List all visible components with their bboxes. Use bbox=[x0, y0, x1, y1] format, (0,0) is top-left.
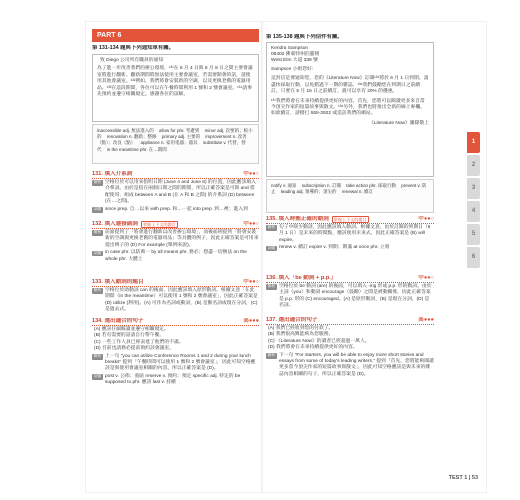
vocab-entry: renovation n. 翻新；整修 bbox=[106, 134, 157, 140]
question-header bbox=[92, 318, 259, 326]
analysis-label: 解析 bbox=[93, 230, 102, 235]
side-tab-test-3[interactable]: 3 bbox=[467, 178, 480, 199]
question-header bbox=[266, 317, 434, 325]
analysis-text: 空格位於助動詞 can 的後面，因此應該填入原形動詞。根據文意「在此期間（in the meantime）可以使用 1 號和 2 號會議室」，因此正確答案是 (D) utilize (利用)。(A) 可作為名詞或動詞，(B) 是動名詞或現在分詞，(C) 是過去式。 bbox=[105, 288, 258, 313]
analysis-text: 上一句 "you can utilize Conference Rooms 1 and 2 during your lunch breaks" 提到「午餐時間可以使用 1 號和 2 號會議室」，因此可知空格應該是與使用會議室相關的內容，所以正確答案是 (D)。 bbox=[105, 353, 256, 372]
analysis-label: 解析 bbox=[267, 353, 276, 358]
question-131 bbox=[92, 171, 259, 219]
analysis-label: 解析 bbox=[267, 284, 276, 289]
notice-body: 為了進一步改善我們的辦公環境，¹³¹在 6 月 4 日與 6 月 8 日之間主要會議室將進行翻新。翻新期間將無法使用主要會議室，若需要開會的話，請使用其他會議室。¹³²例如，我們將會安裝新的空調，以及更換老舊的電器用品。¹³³在這段期間，各位可以在午餐時間利用 1 號和 2 號會議室。¹³⁴請事先預約並遵守相關規定。感謝各位的諒解。 bbox=[97, 66, 253, 98]
vocab-entry: renewal n. 續訂 bbox=[341, 189, 373, 195]
analysis-text: 空格位於可以用來指明日期 (June 4 and June 8) 的位置，因此應該填入介系詞。由於是指在兩個日期之間的期間，所以正確答案是可與 and 搭配使用、組成 between A and B (在 A 和 B 之間) 的介系詞 (D) between (在…之間)。 bbox=[105, 180, 256, 205]
question-title: 136. 填入「be 動詞 + p.p.」 bbox=[266, 275, 337, 281]
question-132 bbox=[92, 221, 259, 276]
right-page bbox=[266, 28, 434, 468]
question-header bbox=[266, 216, 434, 224]
vocab-label: 詞彙 bbox=[93, 250, 102, 255]
answer-option: (A) 應該仔細閱讀並遵守相關規定。 bbox=[94, 327, 169, 332]
question-135 bbox=[266, 216, 434, 272]
letter-paragraph: ¹³⁷我們將會在未來持續提供更好的內容。首先，您將可以閱讀更多來自當今頂尖作家的短篇故事與散文。¹³⁸另外，我們也將推出全新的線上專欄。如欲續訂，請撥打 555-3922 或造訪我們的網站。 bbox=[271, 98, 425, 117]
vocab-row bbox=[92, 207, 259, 213]
vocab-entry: leading adj. 領導的；頂尖的 bbox=[280, 189, 337, 195]
vocab-entry: substitute v. 代替，替代 bbox=[97, 140, 246, 152]
difficulty-level: 高●●● bbox=[243, 318, 259, 324]
side-tab-test-1[interactable]: 1 bbox=[467, 132, 480, 153]
question-header bbox=[92, 221, 259, 229]
difficulty-level: 中●●○ bbox=[243, 279, 259, 285]
question-tag: 掌握上下文的題目 bbox=[143, 222, 176, 227]
question-137 bbox=[266, 317, 434, 422]
address-line: West Elm 大道 338 號 bbox=[271, 58, 318, 63]
analysis-label: 解析 bbox=[93, 288, 102, 293]
letter-signature: 《Literature Now》團隊敬上 bbox=[369, 120, 429, 126]
vocabulary-box bbox=[266, 179, 434, 213]
side-tab-test-6[interactable]: 6 bbox=[467, 247, 480, 268]
difficulty-level: 高●●● bbox=[418, 317, 434, 323]
notice-box bbox=[92, 54, 259, 122]
vocab-label: 詞彙 bbox=[93, 374, 102, 379]
passage-heading: 第 131-134 題與下列通知單有關。 bbox=[92, 45, 175, 51]
vocab-text: post v. 公佈；張貼 reserve v. 預約；預定 specific adj. 特定的 be supposed to phr. 應該 last v. 持續 bbox=[105, 373, 241, 386]
letter-greeting: Sampson 小姐您好： bbox=[271, 67, 317, 72]
book-gutter bbox=[261, 22, 264, 492]
vocab-entry: take action phr. 採取行動 bbox=[346, 183, 397, 188]
analysis-text: 下一句 "For starters, you will be able to enjoy more short stories and essays from some of today's leading writers." 提到「首先，您將能夠閱讀更多當今頂尖作家的短篇故事與散文」，因此可知空格應該是與未來的雜誌內容相關的句子，所以正確答案是 (D)。 bbox=[279, 352, 434, 377]
part-label: PART 6 bbox=[92, 29, 259, 42]
vocab-entry: inaccessible adj. 無法進入的 bbox=[97, 128, 154, 133]
analysis-text: 空格位於 be 動詞 (are) 的後面，可以填入 -ing 形或 p.p. 形的動詞。由於主詞（you）和動詞 encourage（鼓勵）之間是被動關係，因此正確答案是 p.p. 形的 (C) encouraged。(A) 是原形動詞，(B) 是現在分詞，(D) 是名詞。 bbox=[279, 284, 432, 309]
question-136 bbox=[266, 275, 434, 315]
vocab-entry: allow for phr. 考慮到 bbox=[159, 128, 200, 133]
answer-option: (B) 我們很高興能夠為您服務。 bbox=[268, 332, 334, 338]
letter-box bbox=[266, 42, 434, 177]
test-side-tabs bbox=[467, 132, 480, 270]
vocab-label: 詞彙 bbox=[267, 245, 276, 250]
question-title: 131. 填入介系詞 bbox=[92, 171, 133, 177]
analysis-label: 解析 bbox=[93, 354, 102, 359]
question-header bbox=[92, 171, 259, 179]
vocab-label: 詞彙 bbox=[93, 207, 102, 212]
analysis-label: 解析 bbox=[93, 180, 102, 185]
analysis-row bbox=[266, 284, 434, 310]
vocab-text: in case phr. 以防萬一 by all means phr. 務必；想盡一切辦法 on the whole phr. 大體上 bbox=[105, 250, 247, 262]
side-tab-test-2[interactable]: 2 bbox=[467, 155, 480, 176]
address-line: Kendra Sampson bbox=[271, 46, 309, 51]
analysis-row bbox=[92, 230, 259, 249]
difficulty-level: 中●●○ bbox=[243, 221, 259, 227]
answer-option: (A) 我們已經收到您的付款了。 bbox=[268, 326, 334, 331]
vocab-entry: notify v. 通知 bbox=[271, 183, 297, 188]
vocab-entry: in the meantime phr. 在…期間 bbox=[106, 146, 167, 152]
analysis-row bbox=[266, 225, 434, 244]
question-title: 133. 填入動詞的題目 bbox=[92, 279, 144, 285]
vocab-row bbox=[92, 374, 259, 387]
question-title: 135. 填入時態正確的動詞 bbox=[266, 216, 329, 222]
vocab-entry: primary adj. 主要的 bbox=[161, 134, 201, 140]
analysis-text: 前面提到了「將會進行翻新以改善辦公環境」，而後面則提到「將會安裝新的空調與更換老舊的電器用品」等具體的例子，因此正確答案是可用來提出例子的 (D) For example (舉例來說)。 bbox=[105, 230, 259, 248]
answer-option: (B) 若有需要的話請自行帶午餐。 bbox=[94, 333, 165, 339]
side-tab-test-5[interactable]: 5 bbox=[467, 224, 480, 245]
vocab-row bbox=[92, 250, 259, 263]
vocab-entry: prevent v. 防止 bbox=[271, 183, 427, 195]
answer-option: (D) 我們將會在未來持續提供更好的內容。 bbox=[268, 345, 358, 351]
address-line: 05402 佛蒙特州伯靈頓 bbox=[271, 52, 320, 57]
question-133 bbox=[92, 279, 259, 316]
vocab-entry: appliance n. 家用電器；器具 bbox=[140, 140, 198, 146]
vocab-text: renew v. 續訂 expire v. 到期；期滿 at once phr. 立刻 bbox=[279, 245, 390, 251]
passage-heading: 第 135-138 題與下列信件有關。 bbox=[266, 34, 343, 40]
vocab-entry: minor adj. 次要的；較小的 bbox=[97, 128, 253, 140]
difficulty-level: 中●●○ bbox=[418, 275, 434, 281]
answer-option: (C) 一些工作人員已經表達了他們的不滿。 bbox=[94, 339, 184, 345]
question-tag: 掌握上下文的題目 bbox=[333, 217, 367, 222]
question-header bbox=[92, 279, 259, 287]
question-134 bbox=[92, 318, 259, 428]
analysis-row bbox=[92, 180, 259, 206]
question-title: 134. 選出適合的句子 bbox=[92, 318, 144, 324]
analysis-row bbox=[92, 354, 259, 373]
vocab-text: since prep. 自…以來 with prep. 和…一起 into prep. 到…裡；進入到 bbox=[105, 206, 248, 212]
vocab-row bbox=[266, 245, 434, 251]
vocab-entry: improvement n. 改善（點）；改良（點） bbox=[97, 134, 247, 146]
analysis-row bbox=[92, 288, 259, 314]
vocab-entry: subscription n. 訂閱 bbox=[301, 183, 341, 188]
question-title: 137. 選出適合的句子 bbox=[266, 317, 318, 323]
question-title: 132. 填入連接副詞 bbox=[92, 221, 139, 227]
question-header bbox=[266, 275, 434, 283]
left-page bbox=[92, 28, 259, 468]
letter-paragraph: 這封信是要通知您，您的《Literature Now》訂閱¹³⁵將於 6 月 1 日到期。請盡快採取行動，以免錯過下一期的雜誌。¹³⁶我們鼓勵您在到期日之前續訂。只要在 5 月 15 日之前續訂，就可以享有 20% 的優惠。 bbox=[271, 76, 429, 95]
analysis-text: 句子中缺少動詞，因此應該填入動詞。根據文意，由於訂閱的到期日（6 月 1 日）是未來的時間點，應該使用未來式，因此正確答案是 (B) will expire。 bbox=[279, 225, 431, 243]
analysis-label: 解析 bbox=[267, 225, 276, 230]
answer-option: (D) 目前也請務必提前預約該會議室。 bbox=[94, 346, 174, 352]
notice-title: 致 Diego 公司所有職員的通知 bbox=[100, 58, 164, 63]
analysis-row bbox=[266, 353, 434, 379]
vocabulary-box bbox=[92, 124, 259, 164]
difficulty-level: 中●●○ bbox=[243, 171, 259, 177]
answer-option: (C) 《Literature Now》的讀者已經超過一萬人。 bbox=[268, 338, 370, 344]
page-footer: TEST 1 | 53 bbox=[448, 475, 478, 481]
difficulty-level: 中●●○ bbox=[418, 216, 434, 222]
side-tab-test-4[interactable]: 4 bbox=[467, 201, 480, 222]
